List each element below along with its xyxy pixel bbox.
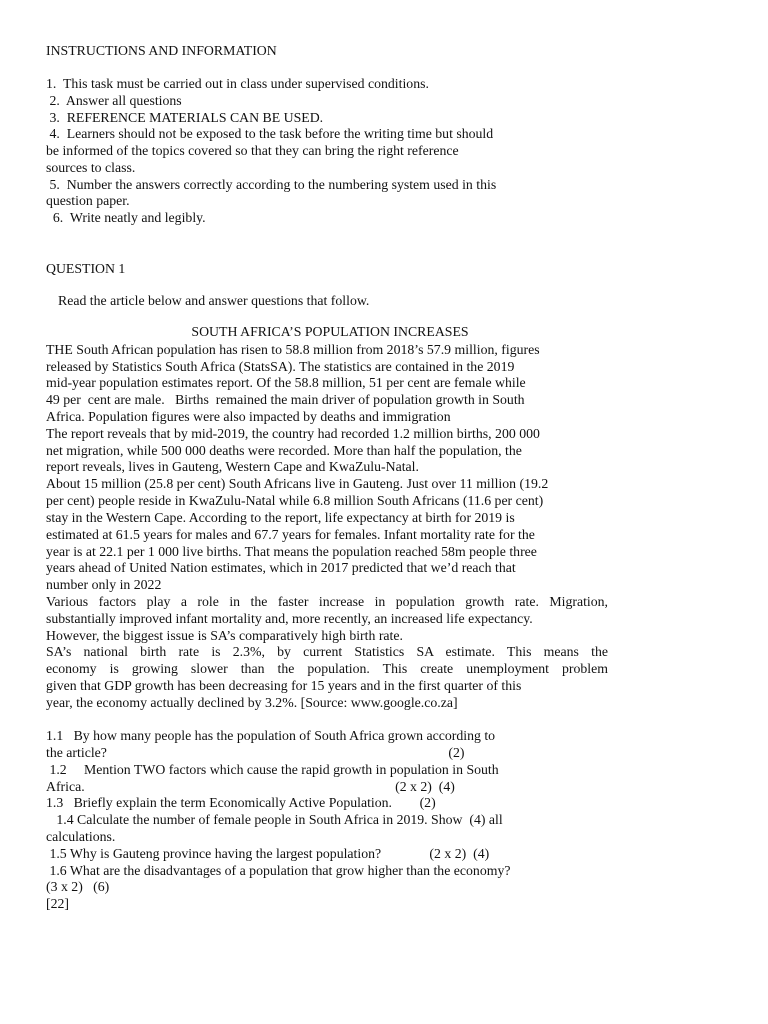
instruction-item: 2. Answer all questions (46, 93, 182, 108)
article-line: stay in the Western Cape. According to the report, life expectancy at birth for 2019 is (46, 510, 515, 525)
question-line: 1.6 What are the disadvantages of a population that grow higher than the economy? (46, 863, 511, 878)
question-heading: QUESTION 1 (46, 261, 126, 276)
question-line: 1.2 Mention TWO factors which cause the rapid growth in population in South (46, 762, 499, 777)
question-line: the article? (2) (46, 745, 465, 760)
instruction-item: sources to class. (46, 160, 136, 175)
article-line: released by Statistics South Africa (StatsSA). The statistics are contained in the 2019 (46, 359, 515, 374)
article-line: given that GDP growth has been decreasing for 15 years and in the first quarter of this (46, 678, 522, 693)
article-line: 49 per cent are male. Births remained the main driver of population growth in South (46, 392, 525, 407)
instruction-item: 3. REFERENCE MATERIALS CAN BE USED. (46, 110, 324, 125)
question-line: 1.5 Why is Gauteng province having the largest population? (2 x 2) (4) (46, 846, 490, 861)
question-line: 1.1 By how many people has the population of South Africa grown according to (46, 728, 496, 743)
article-line: economy is growing slower than the population. This create unemployment problem (46, 661, 608, 676)
article-line: number only in 2022 (46, 577, 162, 592)
question-line: calculations. (46, 829, 116, 844)
article-line: substantially improved infant mortality and, more recently, an increased life expectancy. (46, 611, 533, 626)
article-title: SOUTH AFRICA’S POPULATION INCREASES (191, 324, 469, 339)
instructions-heading: INSTRUCTIONS AND INFORMATION (46, 43, 277, 58)
article-line: net migration, while 500 000 deaths were recorded. More than half the population, the (46, 443, 522, 458)
instruction-item: 4. Learners should not be exposed to the task before the writing time but should (46, 126, 494, 141)
article-line: report reveals, lives in Gauteng, Western Cape and KwaZulu-Natal. (46, 459, 419, 474)
total-marks: [22] (46, 896, 69, 911)
instruction-item: be informed of the topics covered so that they can bring the right reference (46, 143, 459, 158)
article-line: year is at 22.1 per 1 000 live births. That means the population reached 58m people three (46, 544, 537, 559)
instruction-item: 1. This task must be carried out in class under supervised conditions. (46, 76, 429, 91)
instruction-item: 5. Number the answers correctly according to the numbering system used in this (46, 177, 497, 192)
article-line: Various factors play a role in the faster increase in population growth rate. Migration, (46, 594, 608, 609)
article-line: The report reveals that by mid-2019, the country had recorded 1.2 million births, 200 000 (46, 426, 540, 441)
article-line: THE South African population has risen to 58.8 million from 2018’s 57.9 million, figures (46, 342, 540, 357)
article-line: mid-year population estimates report. Of the 58.8 million, 51 per cent are female while (46, 375, 526, 390)
article-line: year, the economy actually declined by 3.2%. [Source: www.google.co.za] (46, 695, 458, 710)
question-line: 1.3 Briefly explain the term Economically Active Population. (2) (46, 795, 436, 810)
article-line: estimated at 61.5 years for males and 67.7 years for females. Infant mortality rate for the (46, 527, 535, 542)
question-line: Africa. (2 x 2) (4) (46, 779, 455, 794)
article-line: About 15 million (25.8 per cent) South Africans live in Gauteng. Just over 11 million (19.2 (46, 476, 549, 491)
question-line: (3 x 2) (6) (46, 879, 110, 894)
question-intro: Read the article below and answer questions that follow. (58, 293, 370, 308)
article-line: SA’s national birth rate is 2.3%, by current Statistics SA estimate. This means the (46, 644, 608, 659)
article-line: years ahead of United Nation estimates, which in 2017 predicted that we’d reach that (46, 560, 516, 575)
instruction-item: question paper. (46, 193, 130, 208)
article-line: per cent) people reside in KwaZulu-Natal while 6.8 million South Africans (11.6 per cent) (46, 493, 544, 508)
article-line: However, the biggest issue is SA’s comparatively high birth rate. (46, 628, 403, 643)
instruction-item: 6. Write neatly and legibly. (46, 210, 206, 225)
article-line: Africa. Population figures were also impacted by deaths and immigration (46, 409, 451, 424)
question-line: 1.4 Calculate the number of female people in South Africa in 2019. Show (4) all (46, 812, 503, 827)
